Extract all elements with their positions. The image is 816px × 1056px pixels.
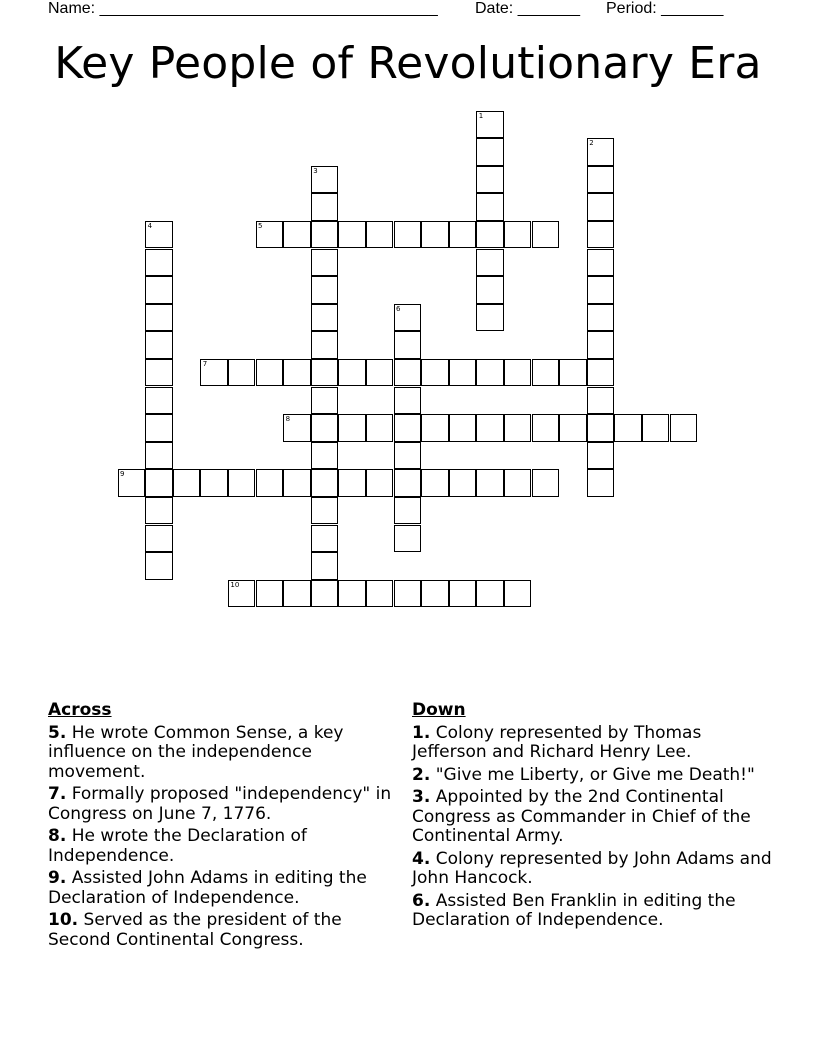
clue-text: Assisted Ben Franklin in editing the Declaration of Independence. [412,890,736,930]
crossword-cell[interactable] [145,359,173,387]
crossword-cell[interactable] [311,276,339,304]
crossword-cell[interactable] [311,525,339,553]
crossword-cell[interactable] [145,525,173,553]
crossword-cell[interactable] [394,387,422,415]
clue-number: 1. [412,722,431,743]
crossword-cell[interactable] [476,414,504,442]
crossword-cell[interactable] [504,221,532,249]
crossword-cell[interactable] [366,580,394,608]
name-field-label: Name: ______________________________________ [48,0,438,17]
period-field-label: Period: _______ [606,0,724,17]
crossword-cell[interactable] [587,166,615,194]
crossword-cell[interactable] [228,359,256,387]
crossword-cell[interactable] [338,221,366,249]
crossword-cell[interactable] [256,580,284,608]
crossword-cell[interactable] [283,580,311,608]
crossword-cell[interactable] [283,469,311,497]
clue-number: 7. [48,784,67,804]
crossword-cell[interactable] [504,469,532,497]
crossword-cell[interactable] [394,442,422,470]
crossword-cell[interactable] [670,414,698,442]
crossword-cell[interactable] [311,387,339,415]
crossword-cell[interactable] [311,193,339,221]
crossword-cell[interactable] [587,442,615,470]
crossword-cell[interactable] [256,359,284,387]
clue-number: 6. [412,890,431,911]
across-clue-5 [48,724,393,783]
cell-number: 2 [589,139,594,148]
crossword-cell[interactable] [449,359,477,387]
cell-number: 7 [202,359,208,368]
crossword-cell[interactable] [311,442,339,470]
crossword-cell[interactable] [311,166,339,194]
crossword-cell[interactable] [228,580,256,608]
crossword-cell[interactable] [559,359,587,387]
crossword-cell[interactable] [587,469,615,497]
crossword-cell[interactable] [145,469,173,497]
crossword-cell[interactable] [311,580,339,608]
clue-text: Appointed by the 2nd Continental Congress as Commander in Chief of the Continental Army. [412,787,751,846]
date-field-label: Date: _______ [475,0,580,17]
crossword-cell[interactable] [587,359,615,387]
clue-text: Colony represented by John Adams and John Hancock. [412,848,772,888]
crossword-cell[interactable] [145,276,173,304]
crossword-cell[interactable] [366,359,394,387]
crossword-cell[interactable] [145,414,173,442]
crossword-cell[interactable] [311,497,339,525]
clue-number: 10. [48,910,79,930]
crossword-cell[interactable] [283,221,311,249]
crossword-cell[interactable] [145,442,173,470]
crossword-cell[interactable] [311,221,339,249]
across-heading: Across [48,700,112,720]
clue-text: He wrote Common Sense, a key influence on the independence movement. [48,722,344,782]
crossword-cell[interactable] [366,469,394,497]
cell-number: 1 [478,111,484,120]
crossword-cell[interactable] [145,304,173,332]
crossword-cell[interactable] [421,414,449,442]
crossword-cell[interactable] [476,469,504,497]
crossword-cell[interactable] [200,469,228,497]
crossword-cell[interactable] [394,331,422,359]
crossword-cell[interactable] [559,414,587,442]
clue-number: 8. [48,826,67,846]
clue-number: 9. [48,868,67,888]
crossword-cell[interactable] [311,552,339,580]
crossword-cell[interactable] [642,414,670,442]
crossword-cell[interactable] [587,276,615,304]
crossword-cell[interactable] [394,580,422,608]
crossword-cell[interactable] [394,414,422,442]
cell-number: 8 [285,415,291,424]
clue-number: 2. [412,764,431,785]
clue-text: He wrote the Declaration of Independence. [48,826,307,866]
crossword-cell[interactable] [366,221,394,249]
crossword-cell[interactable] [118,469,146,497]
crossword-cell[interactable] [476,138,504,166]
crossword-cell[interactable] [476,249,504,277]
crossword-cell[interactable] [449,580,477,608]
crossword-cell[interactable] [311,414,339,442]
crossword-cell[interactable] [394,469,422,497]
page-title: Key People of Revolutionary Era [54,38,762,89]
crossword-cell[interactable] [394,359,422,387]
cell-number: 9 [120,470,125,479]
crossword-cell[interactable] [587,193,615,221]
crossword-cell[interactable] [476,580,504,608]
crossword-cell[interactable] [476,193,504,221]
crossword-cell[interactable] [476,166,504,194]
crossword-cell[interactable] [338,414,366,442]
down-clue-2 [412,766,777,786]
crossword-cell[interactable] [449,221,477,249]
crossword-cell[interactable] [394,525,422,553]
crossword-cell[interactable] [394,304,422,332]
across-clue-9 [48,869,393,908]
clue-number: 4. [412,848,431,869]
crossword-cell[interactable] [256,469,284,497]
crossword-cell[interactable] [587,221,615,249]
clue-text: Colony represented by Thomas Jefferson and Richard Henry Lee. [412,722,702,762]
down-clue-4 [412,850,777,889]
crossword-cell[interactable] [366,414,394,442]
crossword-cell[interactable] [532,414,560,442]
crossword-cell[interactable] [421,221,449,249]
crossword-cell[interactable] [421,469,449,497]
cell-number: 10 [230,580,240,589]
crossword-cell[interactable] [311,469,339,497]
cell-number: 5 [258,221,263,230]
crossword-cell[interactable] [476,359,504,387]
crossword-cell[interactable] [504,580,532,608]
crossword-cell[interactable] [311,359,339,387]
crossword-cell[interactable] [311,331,339,359]
crossword-cell[interactable] [587,414,615,442]
crossword-cell[interactable] [283,414,311,442]
crossword-cell[interactable] [476,221,504,249]
crossword-cell[interactable] [200,359,228,387]
crossword-cell[interactable] [145,552,173,580]
crossword-cell[interactable] [476,276,504,304]
crossword-cell[interactable] [504,359,532,387]
across-clues [48,701,393,953]
crossword-cell[interactable] [394,221,422,249]
down-clue-6 [412,892,777,931]
crossword-cell[interactable] [256,221,284,249]
crossword-cell[interactable] [394,497,422,525]
crossword-cell[interactable] [311,304,339,332]
crossword-cell[interactable] [145,221,173,249]
crossword-cell[interactable] [449,414,477,442]
crossword-cell[interactable] [587,138,615,166]
crossword-cell[interactable] [532,469,560,497]
crossword-cell[interactable] [421,359,449,387]
crossword-cell[interactable] [338,469,366,497]
clue-number: 3. [412,787,431,807]
crossword-cell[interactable] [504,414,532,442]
crossword-cell[interactable] [338,580,366,608]
crossword-cell[interactable] [311,249,339,277]
crossword-cell[interactable] [587,304,615,332]
cell-number: 3 [313,166,318,175]
clue-text: Formally proposed "independency" in Congress on June 7, 1776. [48,784,392,824]
across-clue-10 [48,911,393,950]
crossword-cell[interactable] [532,359,560,387]
crossword-cell[interactable] [228,469,256,497]
down-clue-1 [412,724,777,763]
crossword-cell[interactable] [145,387,173,415]
clue-text: Assisted John Adams in editing the Declaration of Independence. [48,868,367,908]
crossword-cell[interactable] [145,331,173,359]
across-clue-7 [48,785,393,824]
down-clues [412,701,777,934]
clue-text: "Give me Liberty, or Give me Death!" [435,764,755,785]
crossword-cell[interactable] [283,359,311,387]
clue-number: 5. [48,722,67,743]
crossword-cell[interactable] [532,221,560,249]
crossword-cell[interactable] [587,249,615,277]
across-clue-8 [48,827,393,866]
down-clue-3 [412,788,777,847]
crossword-cell[interactable] [145,249,173,277]
cell-number: 4 [147,221,153,230]
crossword-cell[interactable] [587,387,615,415]
crossword-cell[interactable] [587,331,615,359]
crossword-cell[interactable] [614,414,642,442]
crossword-cell[interactable] [476,111,504,139]
crossword-cell[interactable] [449,469,477,497]
crossword-cell[interactable] [476,304,504,332]
down-heading: Down [412,700,466,720]
cell-number: 6 [396,304,401,313]
crossword-cell[interactable] [338,359,366,387]
clue-text: Served as the president of the Second Continental Congress. [48,910,342,950]
crossword-cell[interactable] [421,580,449,608]
crossword-cell[interactable] [173,469,201,497]
crossword-cell[interactable] [145,497,173,525]
